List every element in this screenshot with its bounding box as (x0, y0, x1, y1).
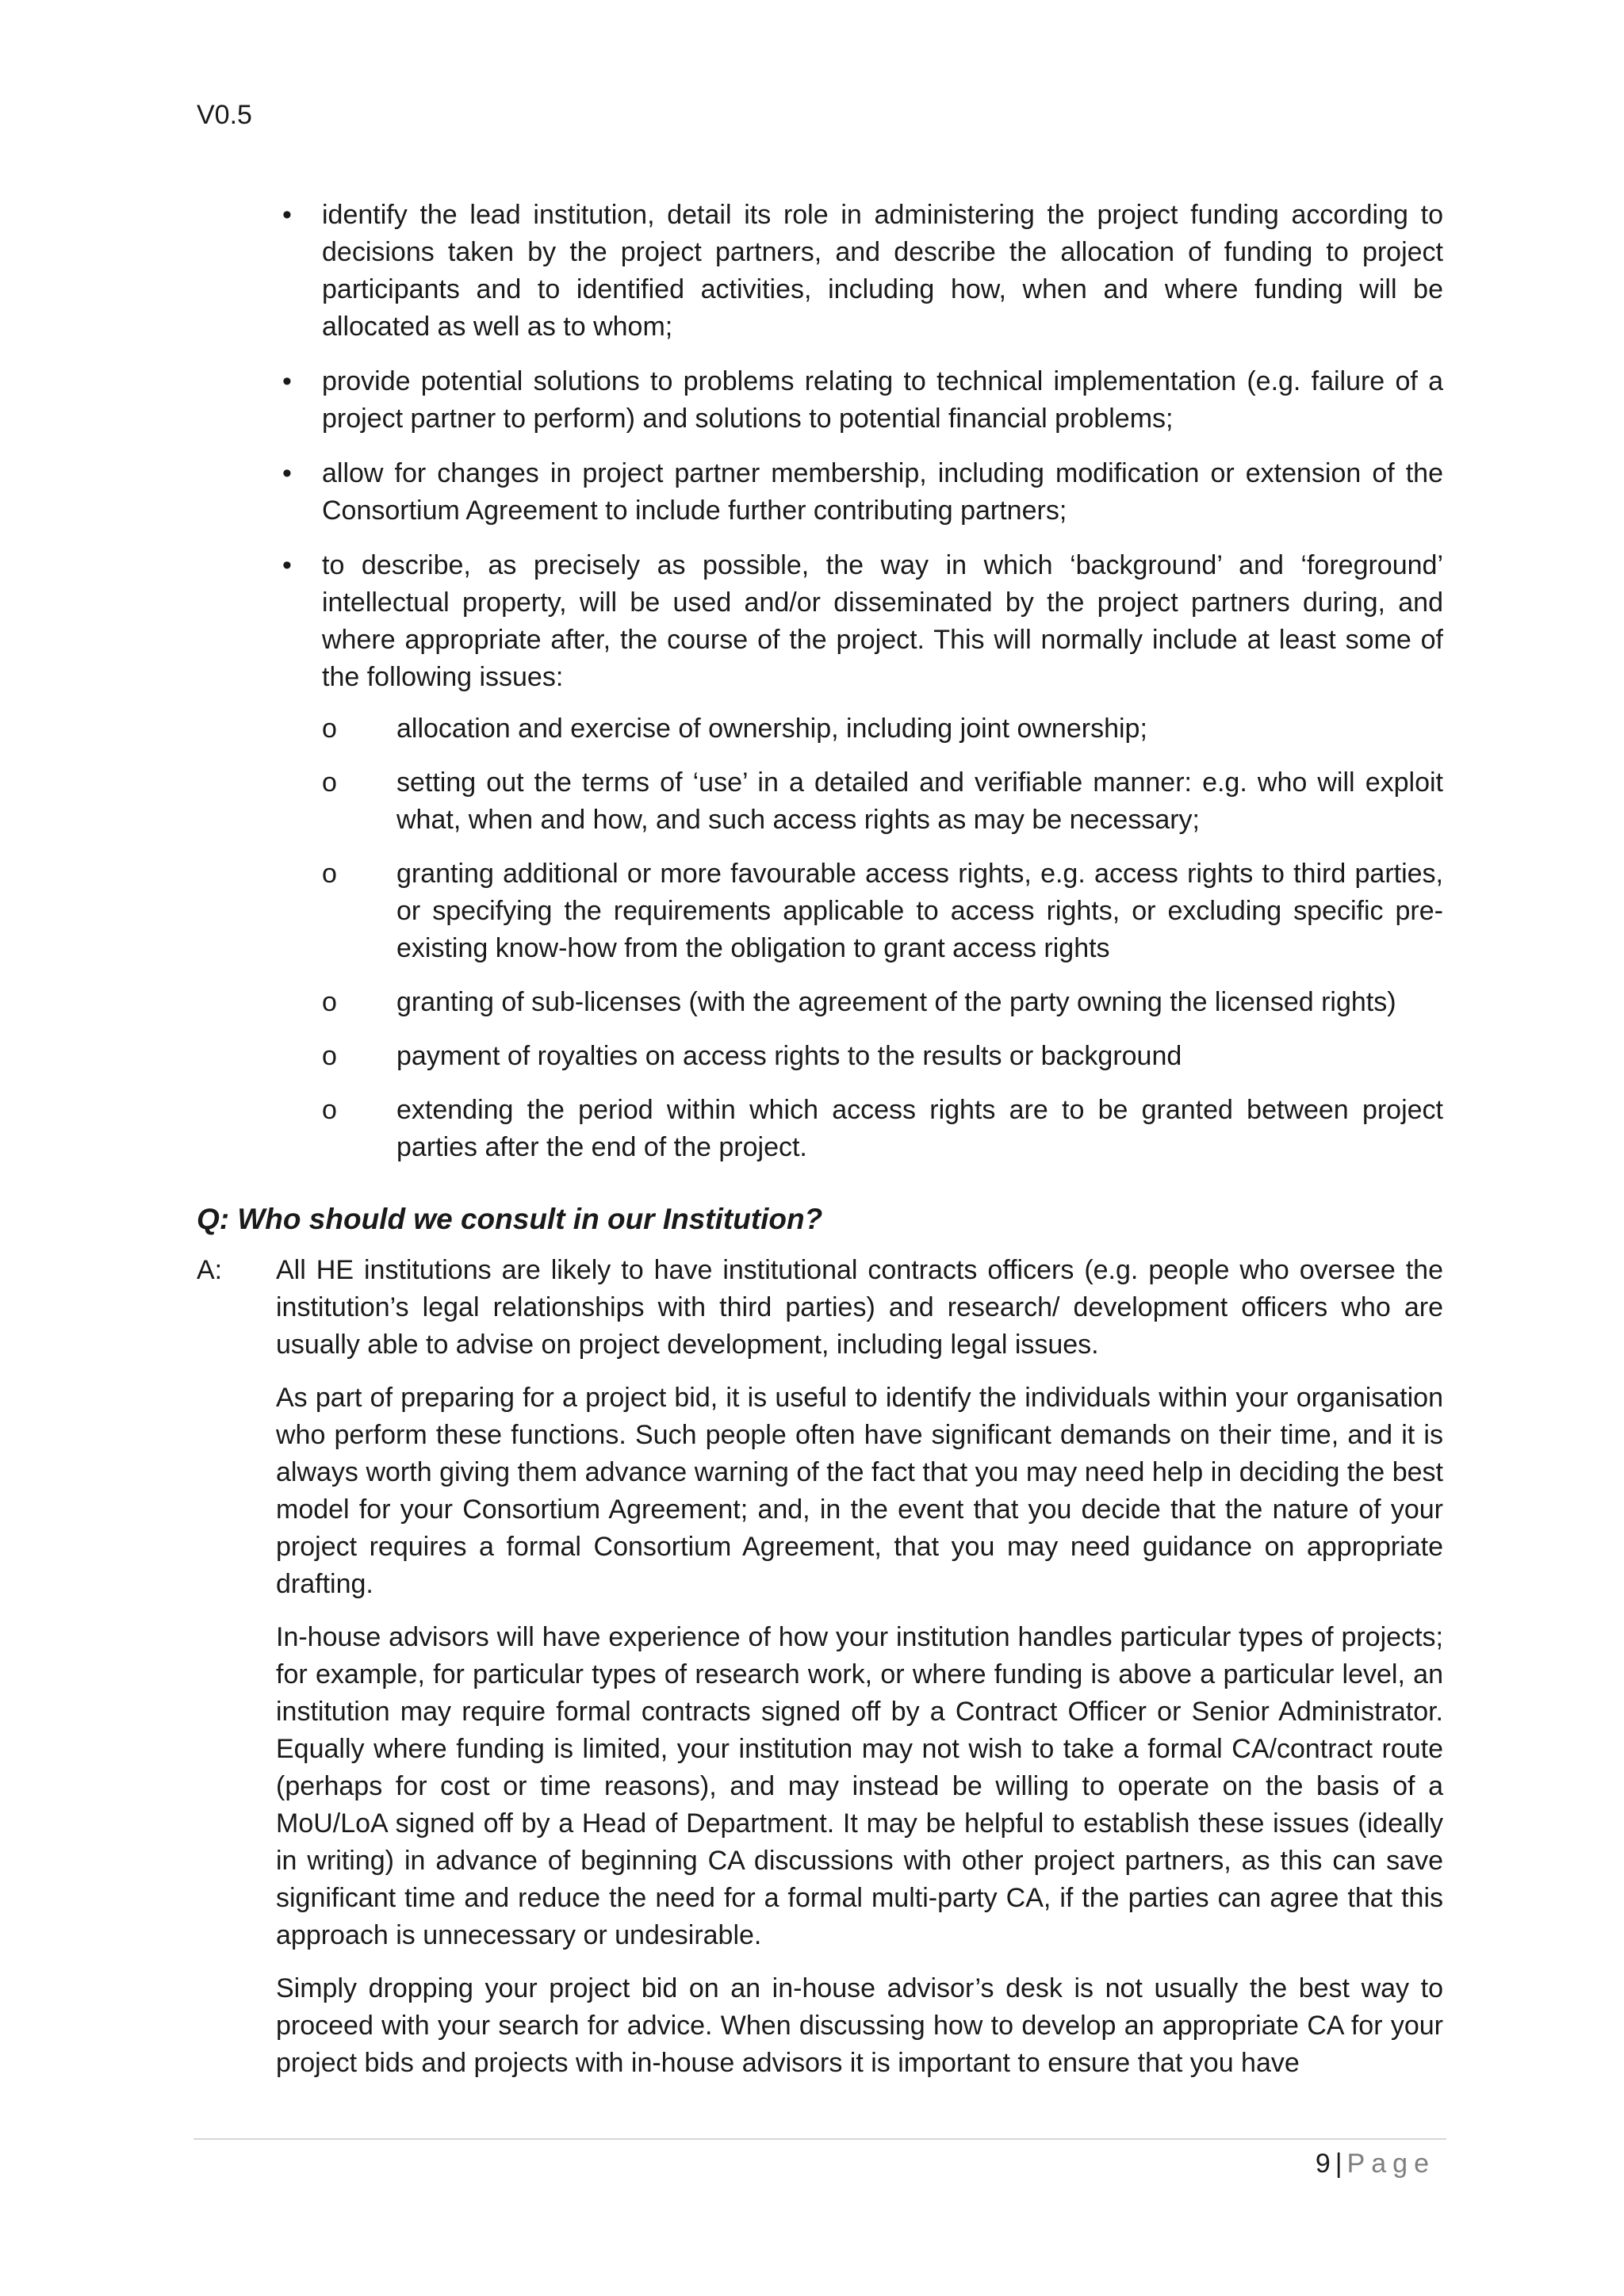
circle-bullet-icon: o (322, 859, 337, 889)
bullet-text: identify the lead institution, detail its role in administering the project funding according to decisions taken by the project partners, and describe the allocation of funding to project participants and to identified activities, including how, when and where funding will be allocated as well as to whom; (322, 200, 1443, 342)
circle-bullet-icon: o (322, 767, 337, 798)
bullet-item (197, 197, 1443, 346)
bullet-icon: • (282, 366, 292, 396)
circle-bullet-icon: o (322, 987, 337, 1017)
footer-separator: | (1335, 2149, 1342, 2179)
sub-bullet-text: allocation and exercise of ownership, including joint ownership; (396, 714, 1147, 744)
sub-bullet-text: granting of sub-licenses (with the agreement of the party owning the licensed rights) (396, 987, 1396, 1017)
answer-label: A: (197, 1255, 223, 1285)
sub-bullet-text: extending the period within which access rights are to be granted between project parties after the end of the project. (396, 1095, 1443, 1162)
question-heading: Q: Who should we consult in our Institution? (197, 1203, 823, 1235)
sub-bullet-item (197, 1092, 1443, 1166)
page-label: Page (1346, 2149, 1435, 2179)
document-version: V0.5 (197, 100, 252, 130)
sub-bullet-item (197, 710, 1443, 748)
sub-bullet-text: payment of royalties on access rights to the results or background (396, 1041, 1182, 1071)
circle-bullet-icon: o (322, 1041, 337, 1071)
sub-bullet-text: setting out the terms of ‘use’ in a detailed and verifiable manner: e.g. who will exploit what, when and how, and such access rights as may be necessary; (396, 767, 1443, 835)
footer-divider (193, 2138, 1446, 2140)
bullet-icon: • (282, 550, 292, 580)
bullet-item (197, 455, 1443, 530)
circle-bullet-icon: o (322, 1095, 337, 1125)
bullet-item (197, 363, 1443, 438)
answer-text: All HE institutions are likely to have institutional contracts officers (e.g. people who oversee the institution’s legal relationships with third parties) and research/ development officers who are usually able to advise on project development, including legal issues. (276, 1255, 1443, 1360)
sub-bullet-item (197, 1038, 1443, 1075)
bullet-item (197, 547, 1443, 696)
circle-bullet-icon: o (322, 714, 337, 744)
sub-bullet-item (197, 984, 1443, 1021)
bullet-text: provide potential solutions to problems relating to technical implementation (e.g. failure of a project partner to perform) and solutions to potential financial problems; (322, 366, 1443, 434)
sub-bullet-text: granting additional or more favourable access rights, e.g. access rights to third parties, or specifying the requirements applicable to access rights, or excluding specific pre-existing know-how from the obligation to grant access rights (396, 859, 1443, 963)
answer-paragraph (197, 1252, 1443, 1364)
page-number: 9 (1315, 2149, 1331, 2179)
page-footer (1316, 2145, 1435, 2182)
bullet-icon: • (282, 458, 292, 488)
bullet-text: to describe, as precisely as possible, the way in which ‘background’ and ‘foreground’ intellectual property, will be used and/or disseminated by the project partners during, and where appropriate after, the course of the project. This will normally include at least some of the following issues: (322, 550, 1443, 692)
bullet-text: allow for changes in project partner membership, including modification or extension of the Consortium Agreement to include further contributing partners; (322, 458, 1443, 526)
answer-paragraph: As part of preparing for a project bid, it is useful to identify the individuals within your organisation who perform these functions. Such people often have significant demands on their time, and it is always worth giving them advance warning of the fact that you may need help in deciding the best model for your Consortium Agreement; and, in the event that you decide that the nature of your project requires a formal Consortium Agreement, that you may need guidance on appropriate drafting. (276, 1383, 1443, 1599)
answer-paragraph: Simply dropping your project bid on an in-house advisor’s desk is not usually the best way to proceed with your search for advice. When discussing how to develop an appropriate CA for your project bids and projects with in-house advisors it is important to ensure that you have (276, 1973, 1443, 2078)
bullet-icon: • (282, 200, 292, 230)
answer-paragraph: In-house advisors will have experience of how your institution handles particular types of projects; for example, for particular types of research work, or where funding is above a particular level, an institution may require formal contracts signed off by a Contract Officer or Senior Administrator. Equally where funding is limited, your institution may not wish to take a formal CA/contract route (perhaps for cost or time reasons), and may instead be willing to operate on the basis of a MoU/LoA signed off by a Head of Department. It may be helpful to establish these issues (ideally in writing) in advance of beginning CA discussions with other project partners, as this can save significant time and reduce the need for a formal multi-party CA, if the parties can agree that this approach is unnecessary or undesirable. (276, 1622, 1443, 1950)
sub-bullet-item (197, 764, 1443, 839)
page-content (197, 197, 1443, 2098)
sub-bullet-item (197, 855, 1443, 967)
